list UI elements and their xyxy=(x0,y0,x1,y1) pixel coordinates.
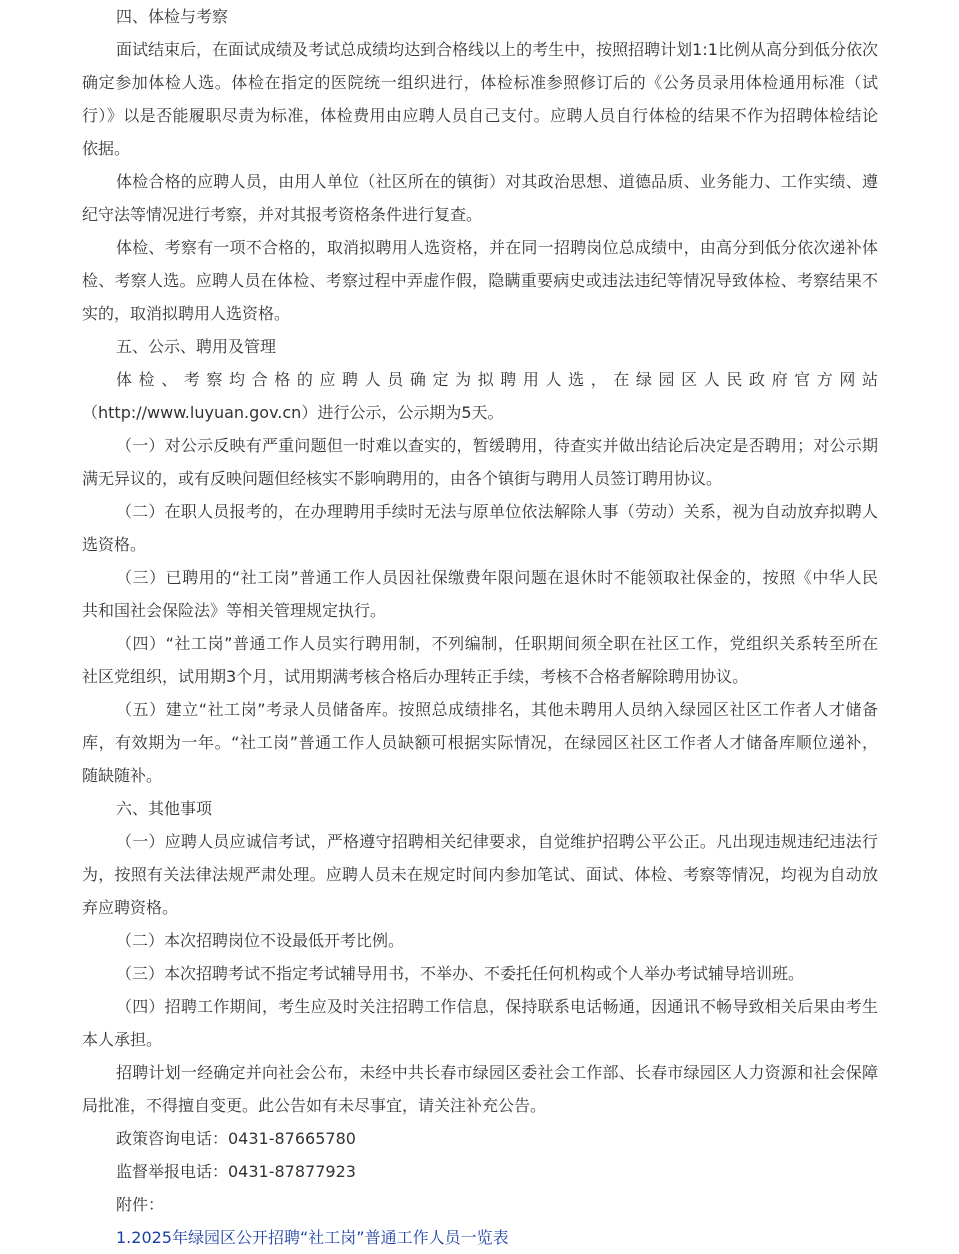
text-line: 检、考察人选。应聘人员在体检、考察过程中弄虚作假，隐瞒重要病史或违法违纪等情况导致体检、考察结果不 xyxy=(82,271,878,290)
text-line: 库，有效期为一年。“社工岗”普通工作人员缺额可根据实际情况，在绿园区社区工作者人才储备库顺位递补， xyxy=(82,733,878,752)
text-line: （三）本次招聘考试不指定考试辅导用书，不举办、不委托任何机构或个人举办考试辅导培训班。 xyxy=(116,964,805,983)
text-line: 政策咨询电话：0431-87665780 xyxy=(116,1129,356,1148)
text-line: 体检、考察均合格的应聘人员确定为拟聘用人选，在绿园区人民政府官方网站 xyxy=(116,370,878,389)
text-line: 共和国社会保险法》等相关管理规定执行。 xyxy=(82,601,387,620)
text-line: 纪守法等情况进行考察，并对其报考资格条件进行复查。 xyxy=(82,205,483,224)
text-line: （四）招聘工作期间，考生应及时关注招聘工作信息，保持联系电话畅通，因通讯不畅导致相关后果由考生 xyxy=(116,997,878,1016)
text-line: （五）建立“社工岗”考录人员储备库。按照总成绩排名，其他未聘用人员纳入绿园区社区工作者人才储备 xyxy=(116,700,878,719)
text-line: 四、体检与考察 xyxy=(116,7,229,26)
text-line: 附件： xyxy=(116,1195,165,1214)
text-line: 体检、考察有一项不合格的，取消拟聘用人选资格，并在同一招聘岗位总成绩中，由高分到低分依次递补体 xyxy=(116,238,878,257)
text-line: （二）本次招聘岗位不设最低开考比例。 xyxy=(116,931,405,950)
text-line: 体检合格的应聘人员，由用人单位（社区所在的镇街）对其政治思想、道德品质、业务能力、工作实绩、遵 xyxy=(116,172,878,191)
text-line: 确定参加体检人选。体检在指定的医院统一组织进行，体检标准参照修订后的《公务员录用体检通用标准（试 xyxy=(82,73,878,92)
text-line: 五、公示、聘用及管理 xyxy=(116,337,277,356)
text-line: 弃应聘资格。 xyxy=(82,898,179,917)
text-line: 为，按照有关法律法规严肃处理。应聘人员未在规定时间内参加笔试、面试、体检、考察等情况，均视为自动放 xyxy=(82,865,878,884)
text-line: 社区党组织，试用期3个月，试用期满考核合格后办理转正手续，考核不合格者解除聘用协议。 xyxy=(82,667,749,686)
text-line: 选资格。 xyxy=(82,535,147,554)
text-line: （一）对公示反映有严重问题但一时难以查实的，暂缓聘用，待查实并做出结论后决定是否聘用；对公示期 xyxy=(116,436,878,455)
text-line: 面试结束后，在面试成绩及考试总成绩均达到合格线以上的考生中，按照招聘计划1:1比例从高分到低分依次 xyxy=(116,40,878,59)
text-line: （一）应聘人员应诚信考试，严格遵守招聘相关纪律要求，自觉维护招聘公平公正。凡出现违规违纪违法行 xyxy=(116,832,878,851)
text-line: （http://www.luyuan.gov.cn）进行公示，公示期为5天。 xyxy=(82,403,504,422)
text-line: （三）已聘用的“社工岗”普通工作人员因社保缴费年限问题在退休时不能领取社保金的，按照《中华人民 xyxy=(116,568,878,587)
text-line: 本人承担。 xyxy=(82,1030,163,1049)
text-line: （二）在职人员报考的，在办理聘用手续时无法与原单位依法解除人事（劳动）关系，视为自动放弃拟聘人 xyxy=(116,502,878,521)
attachment-link[interactable]: 1.2025年绿园区公开招聘“社工岗”普通工作人员一览表 xyxy=(116,1228,509,1247)
text-line: 依据。 xyxy=(82,139,131,158)
text-line: 实的，取消拟聘用人选资格。 xyxy=(82,304,291,323)
text-line: 六、其他事项 xyxy=(116,799,213,818)
text-line: 局批准，不得擅自变更。此公告如有未尽事宜，请关注补充公告。 xyxy=(82,1096,547,1115)
text-line: 随缺随补。 xyxy=(82,766,163,785)
text-line: 行）》以是否能履职尽责为标准，体检费用由应聘人员自己支付。应聘人员自行体检的结果不作为招聘体检结论 xyxy=(82,106,878,125)
text-line: （四）“社工岗”普通工作人员实行聘用制，不列编制，任职期间须全职在社区工作，党组织关系转至所在 xyxy=(116,634,878,653)
document-body xyxy=(82,0,878,1221)
text-line: 监督举报电话：0431-87877923 xyxy=(116,1162,356,1181)
text-line: 满无异议的，或有反映问题但经核实不影响聘用的，由各个镇街与聘用人员签订聘用协议。 xyxy=(82,469,723,488)
text-line: 招聘计划一经确定并向社会公布，未经中共长春市绿园区委社会工作部、长春市绿园区人力资源和社会保障 xyxy=(116,1063,878,1082)
